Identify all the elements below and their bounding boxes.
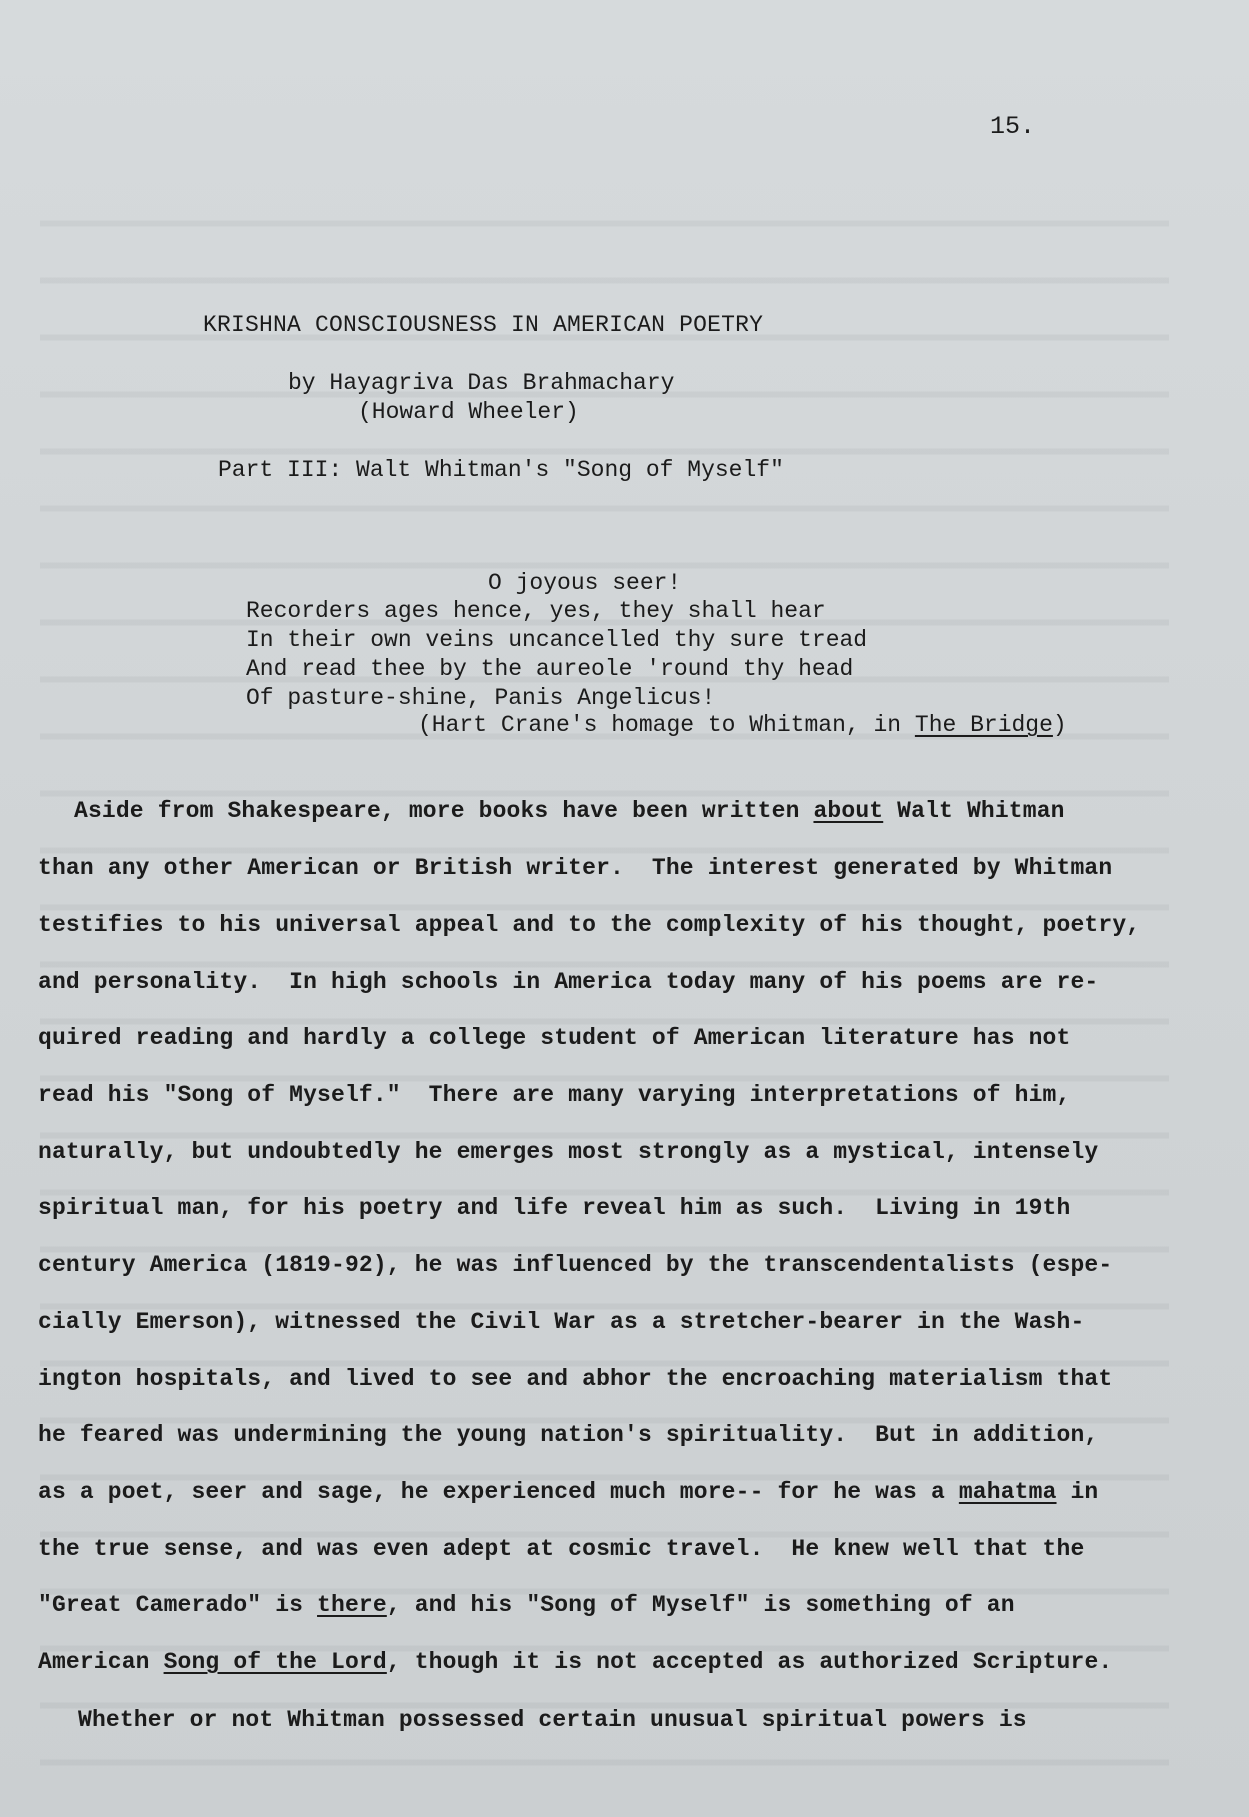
epigraph-line: And read thee by the aureole 'round thy head (246, 656, 854, 682)
author-byline: by Hayagriva Das Brahmachary (288, 370, 675, 396)
body-line: quired reading and hardly a college student of American literature has not (38, 1025, 1071, 1051)
epigraph-line: O joyous seer! (488, 570, 682, 596)
page-number: 15. (990, 112, 1036, 141)
body-line: read his "Song of Myself." There are many varying interpretations of him, (38, 1082, 1071, 1108)
body-line: the true sense, and was even adept at cosmic travel. He knew well that the (38, 1536, 1085, 1562)
body-line: American Song of the Lord, though it is not accepted as authorized Scripture. (38, 1649, 1113, 1675)
body-line: spiritual man, for his poetry and life reveal him as such. Living in 19th (38, 1195, 1071, 1221)
body-line: testifies to his universal appeal and to the complexity of his thought, poetry, (38, 912, 1141, 938)
body-line: naturally, but undoubtedly he emerges most strongly as a mystical, intensely (38, 1139, 1099, 1165)
epigraph-line: In their own veins uncancelled thy sure tread (246, 627, 868, 653)
epigraph-line: Of pasture-shine, Panis Angelicus! (246, 685, 716, 711)
body-line: century America (1819-92), he was influenced by the transcendentalists (espe- (38, 1252, 1113, 1278)
author-alt-name: (Howard Wheeler) (358, 399, 579, 425)
body-line: ington hospitals, and lived to see and abhor the encroaching materialism that (38, 1366, 1113, 1392)
body-line: "Great Camerado" is there, and his "Song of Myself" is something of an (38, 1592, 1015, 1618)
body-line: he feared was undermining the young nation's spirituality. But in addition, (38, 1422, 1099, 1448)
epigraph-line: Recorders ages hence, yes, they shall hear (246, 598, 826, 624)
body-line: Whether or not Whitman possessed certain unusual spiritual powers is (78, 1707, 1027, 1733)
epigraph-attribution: (Hart Crane's homage to Whitman, in The Bridge) (418, 712, 1067, 738)
body-line: Aside from Shakespeare, more books have been written about Walt Whitman (74, 798, 1065, 824)
part-heading: Part III: Walt Whitman's "Song of Myself" (218, 457, 784, 483)
article-title: KRISHNA CONSCIOUSNESS IN AMERICAN POETRY (203, 312, 764, 338)
body-line: and personality. In high schools in America today many of his poems are re- (38, 969, 1099, 995)
body-line: as a poet, seer and sage, he experienced much more-- for he was a mahatma in (38, 1479, 1099, 1505)
book-title: The Bridge (914, 712, 1053, 738)
body-line: than any other American or British writer. The interest generated by Whitman (38, 855, 1113, 881)
body-line: cially Emerson), witnessed the Civil War as a stretcher-bearer in the Wash- (38, 1309, 1085, 1335)
